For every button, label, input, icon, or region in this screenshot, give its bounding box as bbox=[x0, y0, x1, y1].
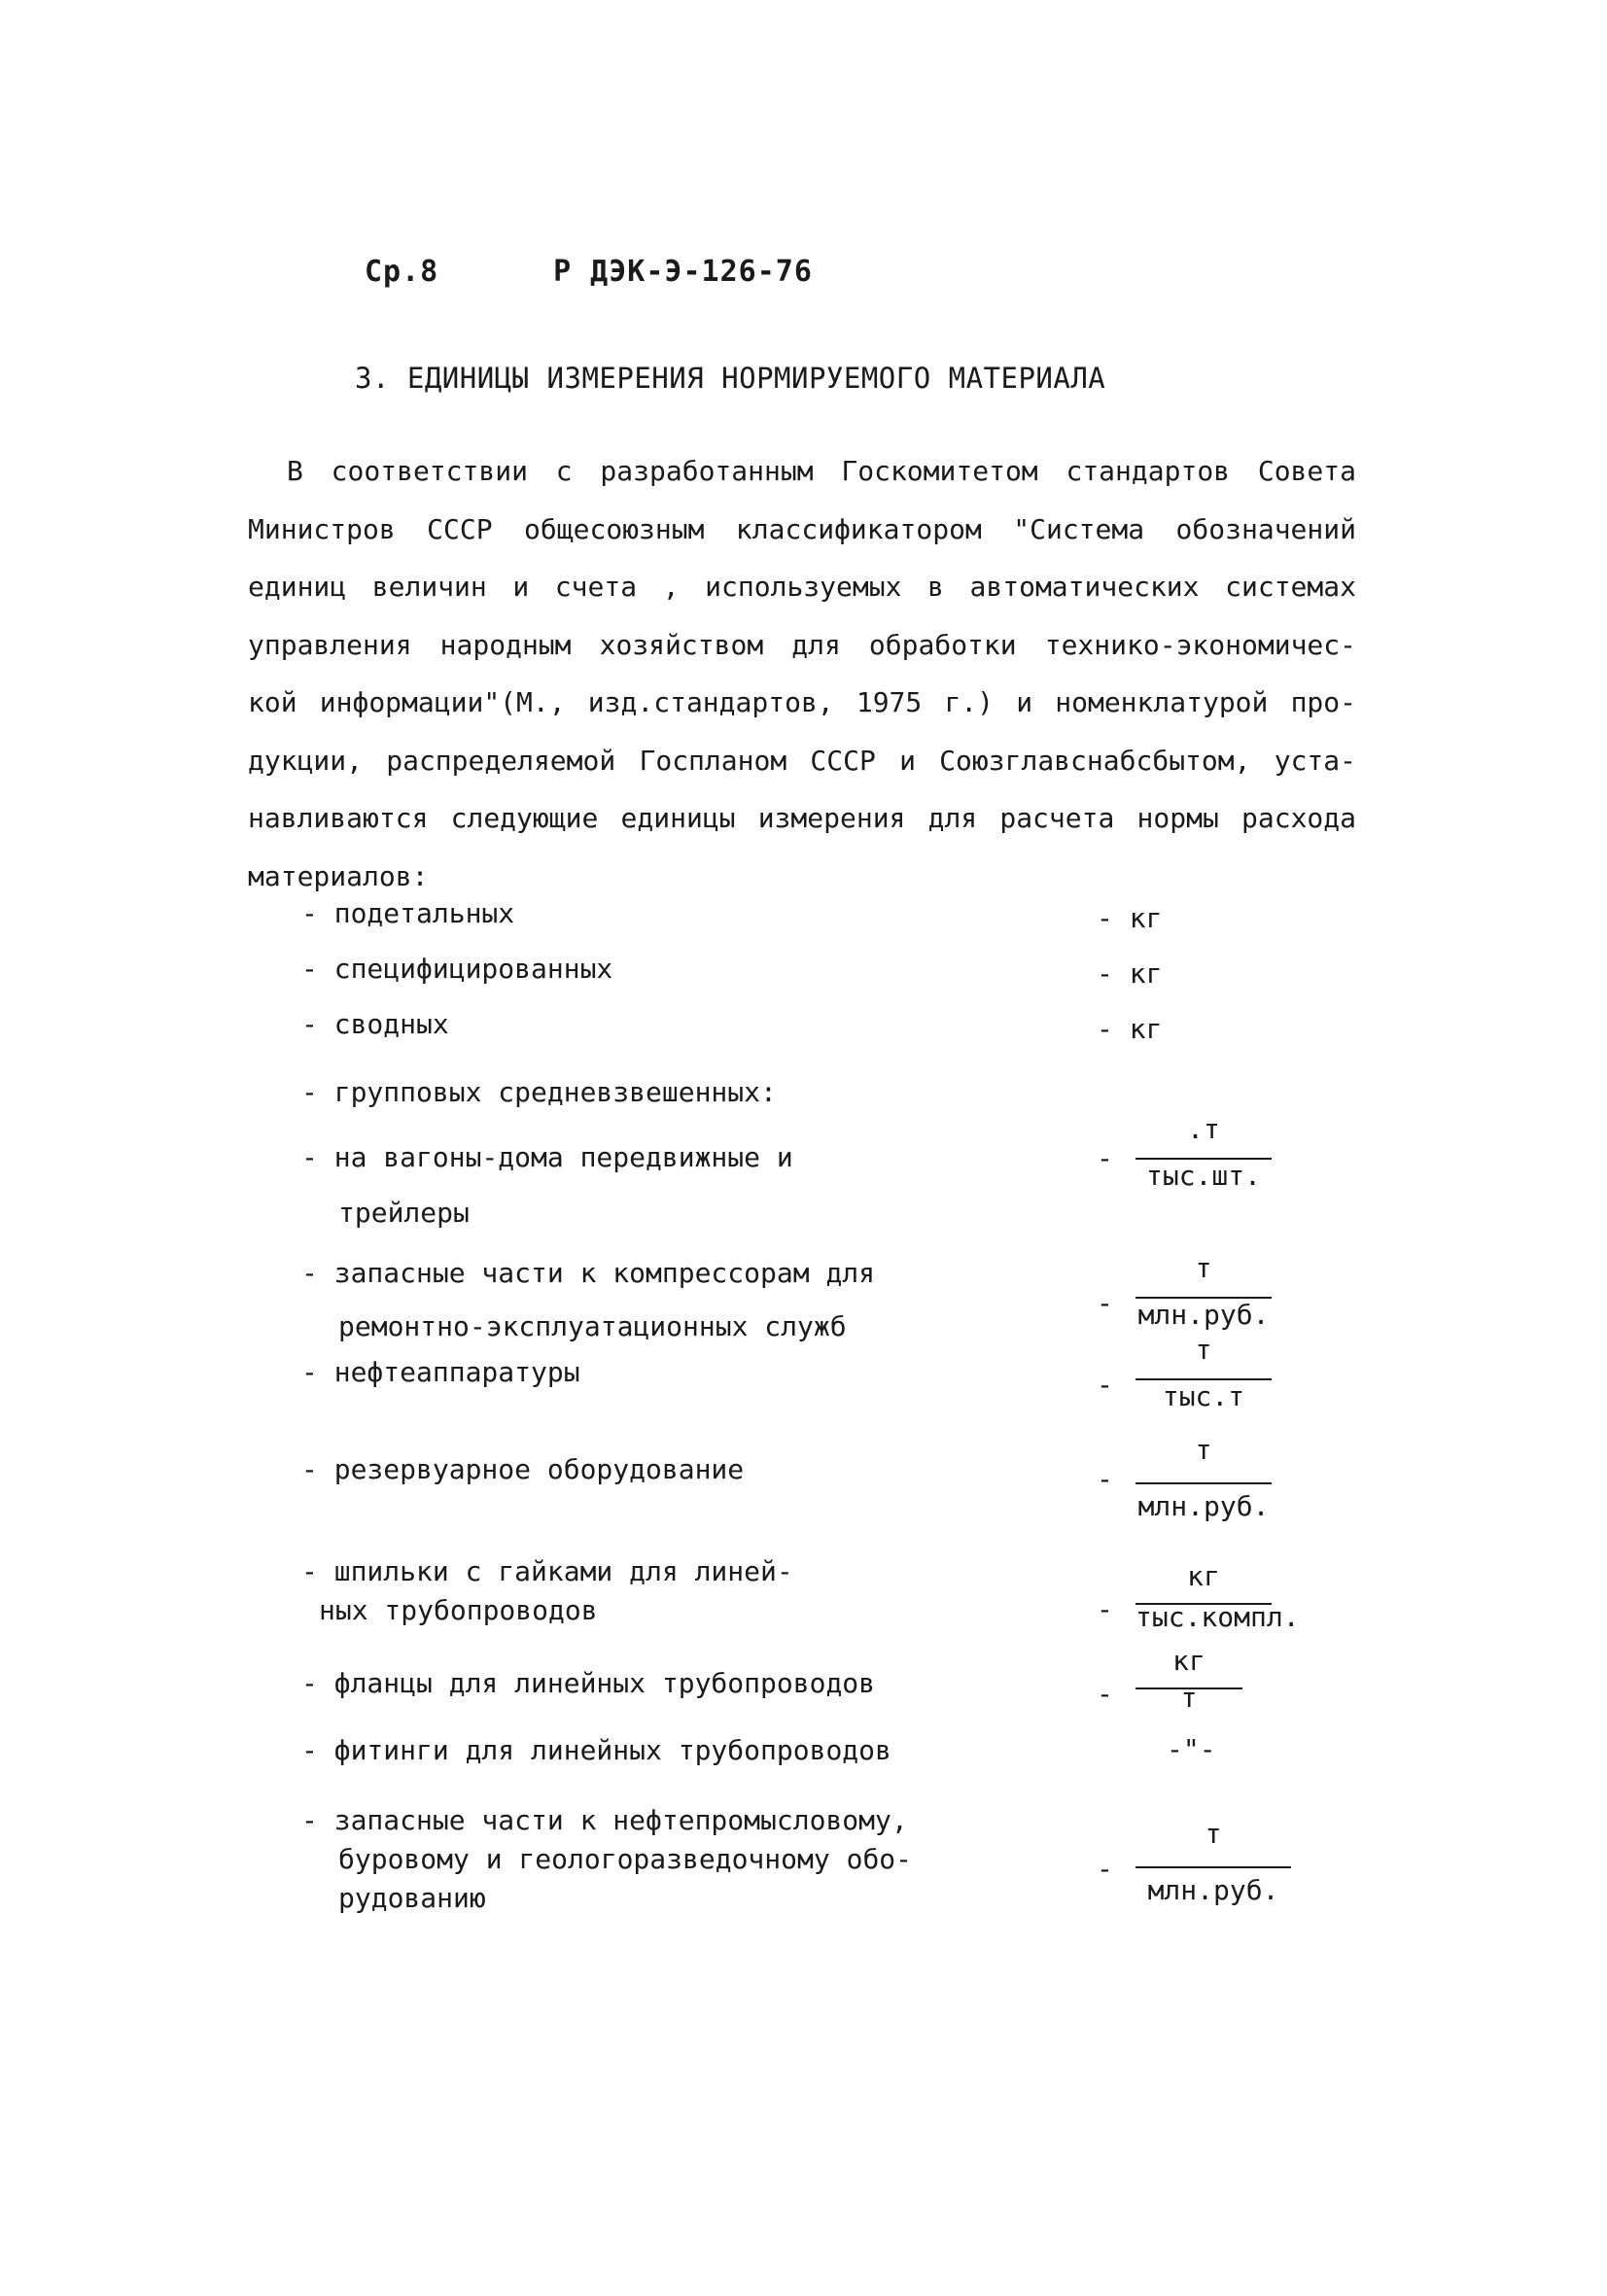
page-number: Ср.8 bbox=[365, 255, 439, 289]
list-item-label bbox=[301, 1130, 793, 1240]
unit-denominator: тыс.компл. bbox=[1135, 1601, 1300, 1633]
list-item-label bbox=[301, 1664, 875, 1703]
list-item-text: - нефтеаппаратуры bbox=[301, 1356, 580, 1388]
list-item-unit: - кг bbox=[1097, 1013, 1163, 1045]
unit-denominator: тыс.т bbox=[1162, 1380, 1245, 1412]
unit-numerator: т bbox=[1195, 1334, 1212, 1366]
document-code: Р ДЭК-Э-126-76 bbox=[553, 255, 813, 289]
paragraph-line: кой информации"(М., изд.стандартов, 1975 г.) и номенклатурой про- bbox=[248, 686, 1356, 718]
list-item-unit-fraction: - т тыс.т bbox=[1097, 1334, 1272, 1421]
paragraph-line: Министров СССР общесоюзным классификатором "Система обозначений bbox=[248, 512, 1356, 545]
paragraph-line: управления народным хозяйством для обработки технико-экономичес- bbox=[248, 628, 1356, 661]
unit-numerator: .т bbox=[1187, 1113, 1220, 1145]
list-item-text: - сводных bbox=[301, 1008, 449, 1040]
list-item-unit-fraction: - т млн.руб. bbox=[1097, 1252, 1272, 1339]
unit-denominator: млн.руб. bbox=[1137, 1490, 1270, 1522]
list-item-text: - фитинги для линейных трубопроводов bbox=[301, 1734, 891, 1766]
unit-numerator: т bbox=[1205, 1818, 1222, 1850]
fraction-bar bbox=[1135, 1482, 1272, 1484]
list-item-text: ремонтно-эксплуатационных служб bbox=[338, 1310, 847, 1342]
paragraph-line: дукции, распределяемой Госпланом СССР и Союзглавснабсбытом, уста- bbox=[248, 744, 1356, 777]
list-item-unit: -"- bbox=[1167, 1733, 1216, 1765]
list-item-label bbox=[301, 894, 514, 933]
fraction-bar bbox=[1135, 1866, 1291, 1868]
list-item-label bbox=[301, 1450, 744, 1489]
paragraph-line: навливаются следующие единицы измерения для расчета нормы расхода bbox=[248, 802, 1356, 834]
list-item-text: - групповых средневзвешенных: bbox=[301, 1076, 777, 1108]
list-item-text: - запасные части к нефтепромысловому, bbox=[301, 1804, 908, 1836]
unit-denominator: т bbox=[1180, 1682, 1198, 1714]
list-item-text: рудованию bbox=[338, 1882, 486, 1914]
unit-denominator: тыс.шт. bbox=[1145, 1160, 1261, 1192]
list-item-label bbox=[301, 1731, 891, 1770]
list-item-label bbox=[301, 950, 612, 989]
unit-numerator: т bbox=[1195, 1252, 1212, 1284]
list-item-text: - специфицированных bbox=[301, 953, 613, 985]
unit-denominator: млн.руб. bbox=[1147, 1874, 1279, 1906]
list-item-unit: - кг bbox=[1097, 902, 1163, 934]
paragraph-line: единиц величин и счета , используемых в автоматических системах bbox=[248, 571, 1356, 603]
list-item-text: - резервуарное оборудование bbox=[301, 1453, 745, 1485]
unit-numerator: кг bbox=[1172, 1645, 1205, 1677]
list-item-text: - фланцы для линейных трубопроводов bbox=[301, 1667, 876, 1699]
list-item-text: трейлеры bbox=[338, 1197, 470, 1229]
list-item-unit-fraction: - т млн.руб. bbox=[1097, 1434, 1272, 1531]
list-item-unit: - кг bbox=[1097, 957, 1163, 990]
list-item-unit-fraction: - т млн.руб. bbox=[1097, 1818, 1291, 1925]
list-item-label bbox=[301, 1353, 580, 1392]
unit-numerator: кг bbox=[1187, 1560, 1220, 1592]
list-item-text: - шпильки с гайками для линей- bbox=[301, 1555, 793, 1587]
list-item-text: - подетальных bbox=[301, 897, 515, 929]
list-item-unit-fraction: - .т тыс.шт. bbox=[1097, 1113, 1272, 1200]
list-item-unit-fraction: - кг тыс.компл. bbox=[1097, 1560, 1310, 1648]
unit-denominator: млн.руб. bbox=[1137, 1299, 1270, 1331]
paragraph-line: В соответствии с разработанным Госкомитетом стандартов Совета bbox=[287, 455, 1356, 487]
list-item-text: ных трубопроводов bbox=[319, 1594, 598, 1626]
list-item-label bbox=[301, 1005, 449, 1044]
list-item-unit-fraction: - кг т bbox=[1097, 1645, 1272, 1722]
list-item-text: буровому и геологоразведочному обо- bbox=[338, 1843, 913, 1875]
unit-numerator: т bbox=[1195, 1434, 1212, 1466]
section-title: 3. ЕДИНИЦЫ ИЗМЕРЕНИЯ НОРМИРУЕМОГО МАТЕРИАЛА bbox=[355, 362, 1106, 395]
list-item-label bbox=[301, 1246, 875, 1353]
list-item-label bbox=[301, 1552, 793, 1630]
list-item-label bbox=[301, 1801, 912, 1918]
list-item-label bbox=[301, 1073, 777, 1112]
list-item-text: - на вагоны-дома передвижные и bbox=[301, 1141, 793, 1173]
paragraph-line: материалов: bbox=[248, 859, 429, 892]
list-item-text: - запасные части к компрессорам для bbox=[301, 1257, 876, 1289]
